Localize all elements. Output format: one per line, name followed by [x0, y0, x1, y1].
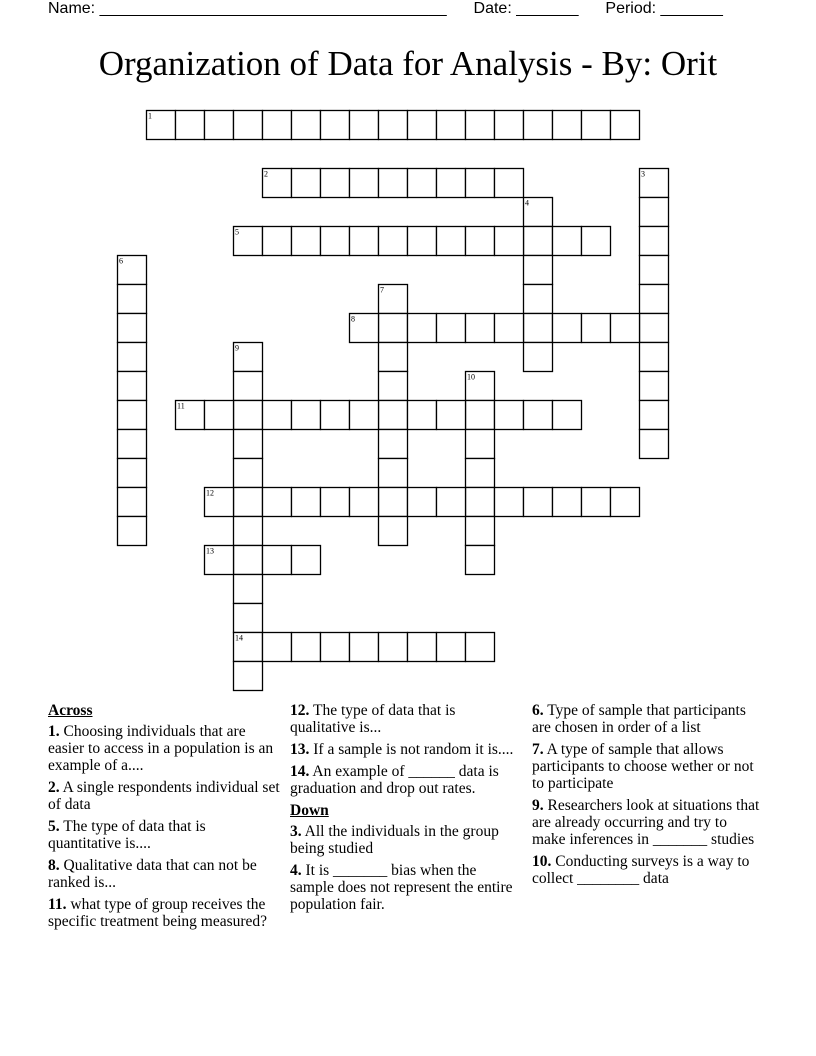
grid-cell[interactable] — [379, 227, 408, 256]
clue-column-1 — [48, 702, 280, 935]
grid-cell[interactable] — [379, 517, 408, 546]
grid-cell[interactable] — [263, 488, 292, 517]
grid-cell[interactable] — [176, 111, 205, 140]
cell-number: 10 — [467, 372, 475, 382]
grid-cell[interactable] — [118, 430, 147, 459]
grid-cell[interactable] — [379, 488, 408, 517]
clue-across-14 — [290, 763, 522, 797]
grid-cell[interactable] — [524, 111, 553, 140]
grid-cell[interactable] — [524, 401, 553, 430]
clue-text: An example of ______ data is graduation and drop out rates. — [290, 763, 499, 797]
grid-cell[interactable] — [640, 314, 669, 343]
grid-cell[interactable] — [437, 314, 466, 343]
grid-cell[interactable] — [553, 488, 582, 517]
grid-cell[interactable] — [292, 111, 321, 140]
grid-cell[interactable] — [466, 227, 495, 256]
grid-cell[interactable] — [524, 227, 553, 256]
grid-cell[interactable] — [437, 401, 466, 430]
grid-cell[interactable] — [118, 401, 147, 430]
grid-cell[interactable] — [408, 111, 437, 140]
grid-cell[interactable] — [553, 314, 582, 343]
grid-cell[interactable] — [118, 459, 147, 488]
grid-cell[interactable] — [640, 343, 669, 372]
grid-cell[interactable] — [292, 488, 321, 517]
grid-cell[interactable] — [582, 111, 611, 140]
grid-cell[interactable] — [350, 169, 379, 198]
clue-text: If a sample is not random it is.... — [313, 741, 514, 758]
grid-cell[interactable] — [234, 372, 263, 401]
grid-cell[interactable] — [118, 343, 147, 372]
grid-cell[interactable] — [321, 111, 350, 140]
grid-cell[interactable] — [437, 633, 466, 662]
grid-cell[interactable] — [118, 517, 147, 546]
grid-cell[interactable] — [292, 169, 321, 198]
grid-cell[interactable] — [495, 401, 524, 430]
grid-cell[interactable] — [379, 459, 408, 488]
clue-text: It is _______ bias when the sample does not represent the entire population fair. — [290, 862, 513, 913]
grid-cell[interactable] — [466, 430, 495, 459]
cell-number: 11 — [177, 401, 185, 411]
grid-cell[interactable] — [408, 227, 437, 256]
grid-cell[interactable] — [234, 430, 263, 459]
grid-cell[interactable] — [379, 401, 408, 430]
grid-cell[interactable] — [263, 227, 292, 256]
grid-cell[interactable] — [437, 488, 466, 517]
grid-cell[interactable] — [466, 517, 495, 546]
clue-down-9 — [532, 797, 764, 848]
grid-cell[interactable] — [611, 111, 640, 140]
name-field[interactable]: Name: _______________________________________ — [48, 0, 447, 17]
grid-cell[interactable] — [466, 459, 495, 488]
cell-number: 1 — [148, 111, 152, 121]
grid-cell[interactable] — [524, 488, 553, 517]
grid-cell[interactable] — [379, 633, 408, 662]
grid-cell[interactable] — [234, 546, 263, 575]
grid-cell[interactable] — [437, 111, 466, 140]
grid-cell[interactable] — [350, 488, 379, 517]
clue-column-2 — [290, 702, 522, 918]
cell-number: 8 — [351, 314, 355, 324]
grid-cell[interactable] — [292, 633, 321, 662]
grid-cell[interactable] — [234, 604, 263, 633]
clue-number: 7. — [532, 741, 544, 758]
grid-cell[interactable] — [640, 430, 669, 459]
clue-number: 14. — [290, 763, 310, 780]
grid-cell[interactable] — [495, 169, 524, 198]
clue-number: 8. — [48, 857, 60, 874]
clue-across-8 — [48, 857, 280, 891]
grid-cell[interactable] — [582, 314, 611, 343]
grid-cell[interactable] — [408, 633, 437, 662]
grid-cell[interactable] — [408, 488, 437, 517]
clue-column-3 — [532, 702, 764, 892]
grid-cell[interactable] — [553, 401, 582, 430]
grid-cell[interactable] — [379, 314, 408, 343]
clue-text: A single respondents individual set of data — [48, 779, 280, 813]
grid-cell[interactable] — [205, 111, 234, 140]
grid-cell[interactable] — [408, 169, 437, 198]
grid-cell[interactable] — [350, 633, 379, 662]
grid-cell[interactable] — [292, 401, 321, 430]
grid-cell[interactable] — [466, 169, 495, 198]
grid-cell[interactable] — [466, 401, 495, 430]
clue-number: 4. — [290, 862, 302, 879]
grid-cell[interactable] — [466, 314, 495, 343]
across-heading: Across — [48, 702, 93, 719]
grid-cell[interactable] — [495, 111, 524, 140]
grid-cell[interactable] — [234, 575, 263, 604]
grid-cell[interactable] — [234, 517, 263, 546]
clue-text: Choosing individuals that are easier to access in a population is an example of a.... — [48, 723, 274, 774]
clue-number: 10. — [532, 853, 552, 870]
clue-across-11 — [48, 896, 280, 930]
grid-cell[interactable] — [495, 314, 524, 343]
grid-cell[interactable] — [640, 256, 669, 285]
cell-number: 13 — [206, 546, 214, 556]
down-heading: Down — [290, 802, 329, 819]
grid-cell[interactable] — [495, 227, 524, 256]
grid-cell[interactable] — [582, 227, 611, 256]
clue-number: 5. — [48, 818, 60, 835]
grid-cell[interactable] — [118, 285, 147, 314]
grid-cell[interactable] — [379, 111, 408, 140]
cell-number: 6 — [119, 256, 123, 266]
clue-number: 11. — [48, 896, 67, 913]
grid-cell[interactable] — [408, 401, 437, 430]
cell-number: 3 — [641, 169, 645, 179]
grid-cell[interactable] — [466, 546, 495, 575]
clue-number: 6. — [532, 702, 544, 719]
cell-number: 12 — [206, 488, 214, 498]
clue-across-1 — [48, 723, 280, 774]
grid-cell[interactable] — [582, 488, 611, 517]
clue-across-5 — [48, 818, 280, 852]
clue-down-6 — [532, 702, 764, 736]
grid-cell[interactable] — [321, 227, 350, 256]
period-field[interactable]: Period: _______ — [605, 0, 723, 17]
grid-cell[interactable] — [292, 227, 321, 256]
clue-down-10 — [532, 853, 764, 887]
clue-number: 3. — [290, 823, 302, 840]
clue-number: 2. — [48, 779, 60, 796]
cell-number: 9 — [235, 343, 239, 353]
clue-down-4 — [290, 862, 522, 913]
cell-number: 5 — [235, 227, 239, 237]
grid-cell[interactable] — [205, 401, 234, 430]
clue-text: All the individuals in the group being studied — [290, 823, 499, 857]
grid-cell[interactable] — [118, 372, 147, 401]
grid-cell[interactable] — [350, 111, 379, 140]
grid-cell[interactable] — [524, 285, 553, 314]
clue-across-13 — [290, 741, 522, 758]
clue-text: The type of data that is qualitative is... — [290, 702, 456, 736]
clue-down-7 — [532, 741, 764, 792]
grid-cell[interactable] — [263, 633, 292, 662]
clue-text: Qualitative data that can not be ranked is... — [48, 857, 257, 891]
grid-cell[interactable] — [466, 488, 495, 517]
cell-number: 14 — [235, 633, 243, 643]
clue-text: A type of sample that allows participants to choose wether or not to participate — [532, 741, 754, 792]
grid-cell[interactable] — [350, 227, 379, 256]
clue-across-2 — [48, 779, 280, 813]
grid-cell[interactable] — [640, 372, 669, 401]
clue-text: Type of sample that participants are chosen in order of a list — [532, 702, 746, 736]
clue-number: 9. — [532, 797, 544, 814]
grid-cell[interactable] — [553, 227, 582, 256]
grid-cell[interactable] — [118, 314, 147, 343]
cell-number: 2 — [264, 169, 268, 179]
grid-cell[interactable] — [640, 198, 669, 227]
date-field[interactable]: Date: _______ — [473, 0, 579, 17]
grid-cell[interactable] — [466, 633, 495, 662]
grid-cell[interactable] — [437, 227, 466, 256]
page-title: Organization of Data for Analysis - By: Orit — [98, 44, 718, 83]
grid-cell[interactable] — [379, 430, 408, 459]
grid-cell[interactable] — [292, 546, 321, 575]
grid-cell[interactable] — [640, 401, 669, 430]
grid-cell[interactable] — [263, 401, 292, 430]
grid-cell[interactable] — [611, 488, 640, 517]
grid-cell[interactable] — [234, 662, 263, 691]
grid-cell[interactable] — [466, 111, 495, 140]
clue-text: Conducting surveys is a way to collect ________ data — [532, 853, 750, 887]
grid-cell[interactable] — [321, 488, 350, 517]
cell-number: 7 — [380, 285, 384, 295]
grid-cell[interactable] — [495, 488, 524, 517]
grid-cell[interactable] — [524, 256, 553, 285]
grid-cell[interactable] — [640, 227, 669, 256]
grid-cell[interactable] — [350, 401, 379, 430]
grid-cell[interactable] — [321, 401, 350, 430]
grid-cell[interactable] — [234, 401, 263, 430]
grid-cell[interactable] — [379, 169, 408, 198]
clue-number: 1. — [48, 723, 60, 740]
clue-text: The type of data that is quantitative is.... — [48, 818, 206, 852]
grid-cell[interactable] — [234, 488, 263, 517]
grid-cell[interactable] — [408, 314, 437, 343]
clue-down-3 — [290, 823, 522, 857]
grid-cell[interactable] — [263, 111, 292, 140]
cell-number: 4 — [525, 198, 529, 208]
grid-cell[interactable] — [524, 343, 553, 372]
grid-cell[interactable] — [640, 285, 669, 314]
grid-cell[interactable] — [379, 343, 408, 372]
grid-cell[interactable] — [611, 314, 640, 343]
grid-cell[interactable] — [118, 488, 147, 517]
clue-number: 13. — [290, 741, 310, 758]
clue-number: 12. — [290, 702, 310, 719]
grid-cell[interactable] — [437, 169, 466, 198]
grid-cell[interactable] — [321, 169, 350, 198]
grid-cell[interactable] — [321, 633, 350, 662]
grid-cell[interactable] — [524, 314, 553, 343]
clue-across-12 — [290, 702, 522, 736]
grid-cell[interactable] — [553, 111, 582, 140]
grid-cell[interactable] — [263, 546, 292, 575]
grid-cell[interactable] — [234, 111, 263, 140]
grid-cell[interactable] — [379, 372, 408, 401]
clue-text: Researchers look at situations that are already occurring and try to make inferences in _______ studies — [532, 797, 760, 848]
grid-cell[interactable] — [234, 459, 263, 488]
clue-text: what type of group receives the specific treatment being measured? — [48, 896, 268, 930]
